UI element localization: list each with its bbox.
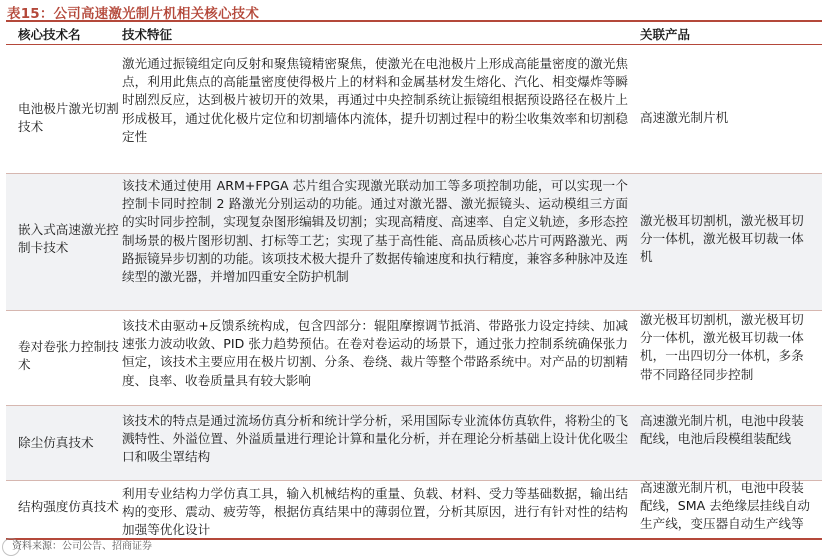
table-title: 表15：公司高速激光制片机相关核心技术	[7, 6, 260, 22]
related-product: 高速激光制片机，电池中段装配线，SMA 去绝缘层挂线自动生产线，变压器自动生产线等	[640, 480, 811, 532]
table-row	[6, 406, 822, 481]
tech-name: 卷对卷张力控制技术	[18, 339, 119, 373]
tech-name: 结构强度仿真技术	[18, 499, 119, 514]
related-product: 激光极耳切割机，激光极耳切分一体机，激光极耳切裁一体机	[640, 213, 804, 265]
source-note: 资料来源：公司公告、招商证券	[12, 541, 152, 552]
table-row	[6, 45, 822, 174]
tech-feature: 激光通过振镜组定向反射和聚焦镜精密聚焦，使激光在电池极片上形成高能量密度的激光焦点，利用此焦点的高能量密度使得极片上的材料和金属基材发生熔化、汽化、相变爆炸等瞬时剧烈反应，达到极片被切开的效果，再通过中央控制系统让振镜组根据预设路径在极片上形成极耳，通过优化极片定位和切割墙体内流体，提升切割过程中的粉尘收集效率和切割稳定性	[122, 56, 628, 144]
tech-name: 除尘仿真技术	[18, 435, 94, 450]
table-row	[6, 311, 822, 406]
tech-feature: 利用专业结构力学仿真工具，输入机械结构的重量、负载、材料、受力等基础数据，输出结构的变形、震动、疲劳等，根据仿真结果中的薄弱位置，分析其原因，进行有针对性的结构加强等优化设计	[122, 486, 628, 538]
tech-feature: 该技术由驱动+反馈系统构成，包含四部分：辊阻摩擦调节抵消、带路张力设定持续、加减速张力波动收敛、PID 张力趋势预估。在卷对卷运动的场景下，通过张力控制系统确保张力恒定，该技术主要应用在极片切割、分条、卷绕、裁片等整个带路系统中。对产品的切割精度、良率、收卷质量具有较大影响	[122, 318, 628, 388]
related-product: 高速激光制片机	[640, 110, 729, 125]
table-row	[6, 174, 822, 311]
related-product: 高速激光制片机，电池中段装配线，电池后段模组装配线	[640, 413, 804, 447]
tech-feature: 该技术的特点是通过流场仿真分析和统计学分析，采用国际专业流体仿真软件，将粉尘的飞溅特性、外溢位置、外溢质量进行理论计算和量化分析，并在理论分析基础上设计优化吸尘口和吸尘罩结构	[122, 413, 628, 465]
related-product: 激光极耳切割机，激光极耳切分一体机，激光极耳切裁一体机，一出四切分一体机，多条带不同路径同步控制	[640, 312, 804, 382]
table-row	[6, 481, 822, 540]
header-related-product: 关联产品	[640, 27, 691, 42]
core-technology-table	[6, 20, 822, 540]
tech-feature: 该技术通过使用 ARM+FPGA 芯片组合实现激光联动加工等多项控制功能，可以实现一个控制卡同时控制 2 路激光分别运动的功能。通过对激光器、激光振镜头、运动模组三方面的实时同步控制，实现复杂图形编辑及切割；实现高精度、高速率、自定义轨迹，多形态控制场景的极片图形切割、打标等工艺；实现了基于高性能、高品质核心芯片可两路激光、两路振镜异步切割的功能。该项技术极大提升了数据传输速度和执行精度，兼容多种脉冲及连续型的激光器，并增加四重安全防护机制	[122, 178, 628, 285]
tech-name: 电池极片激光切割技术	[18, 101, 119, 135]
header-tech-feature: 技术特征	[122, 27, 173, 42]
table-header	[6, 22, 822, 45]
header-tech-name: 核心技术名	[18, 27, 81, 42]
tech-name: 嵌入式高速激光控制卡技术	[18, 222, 119, 256]
